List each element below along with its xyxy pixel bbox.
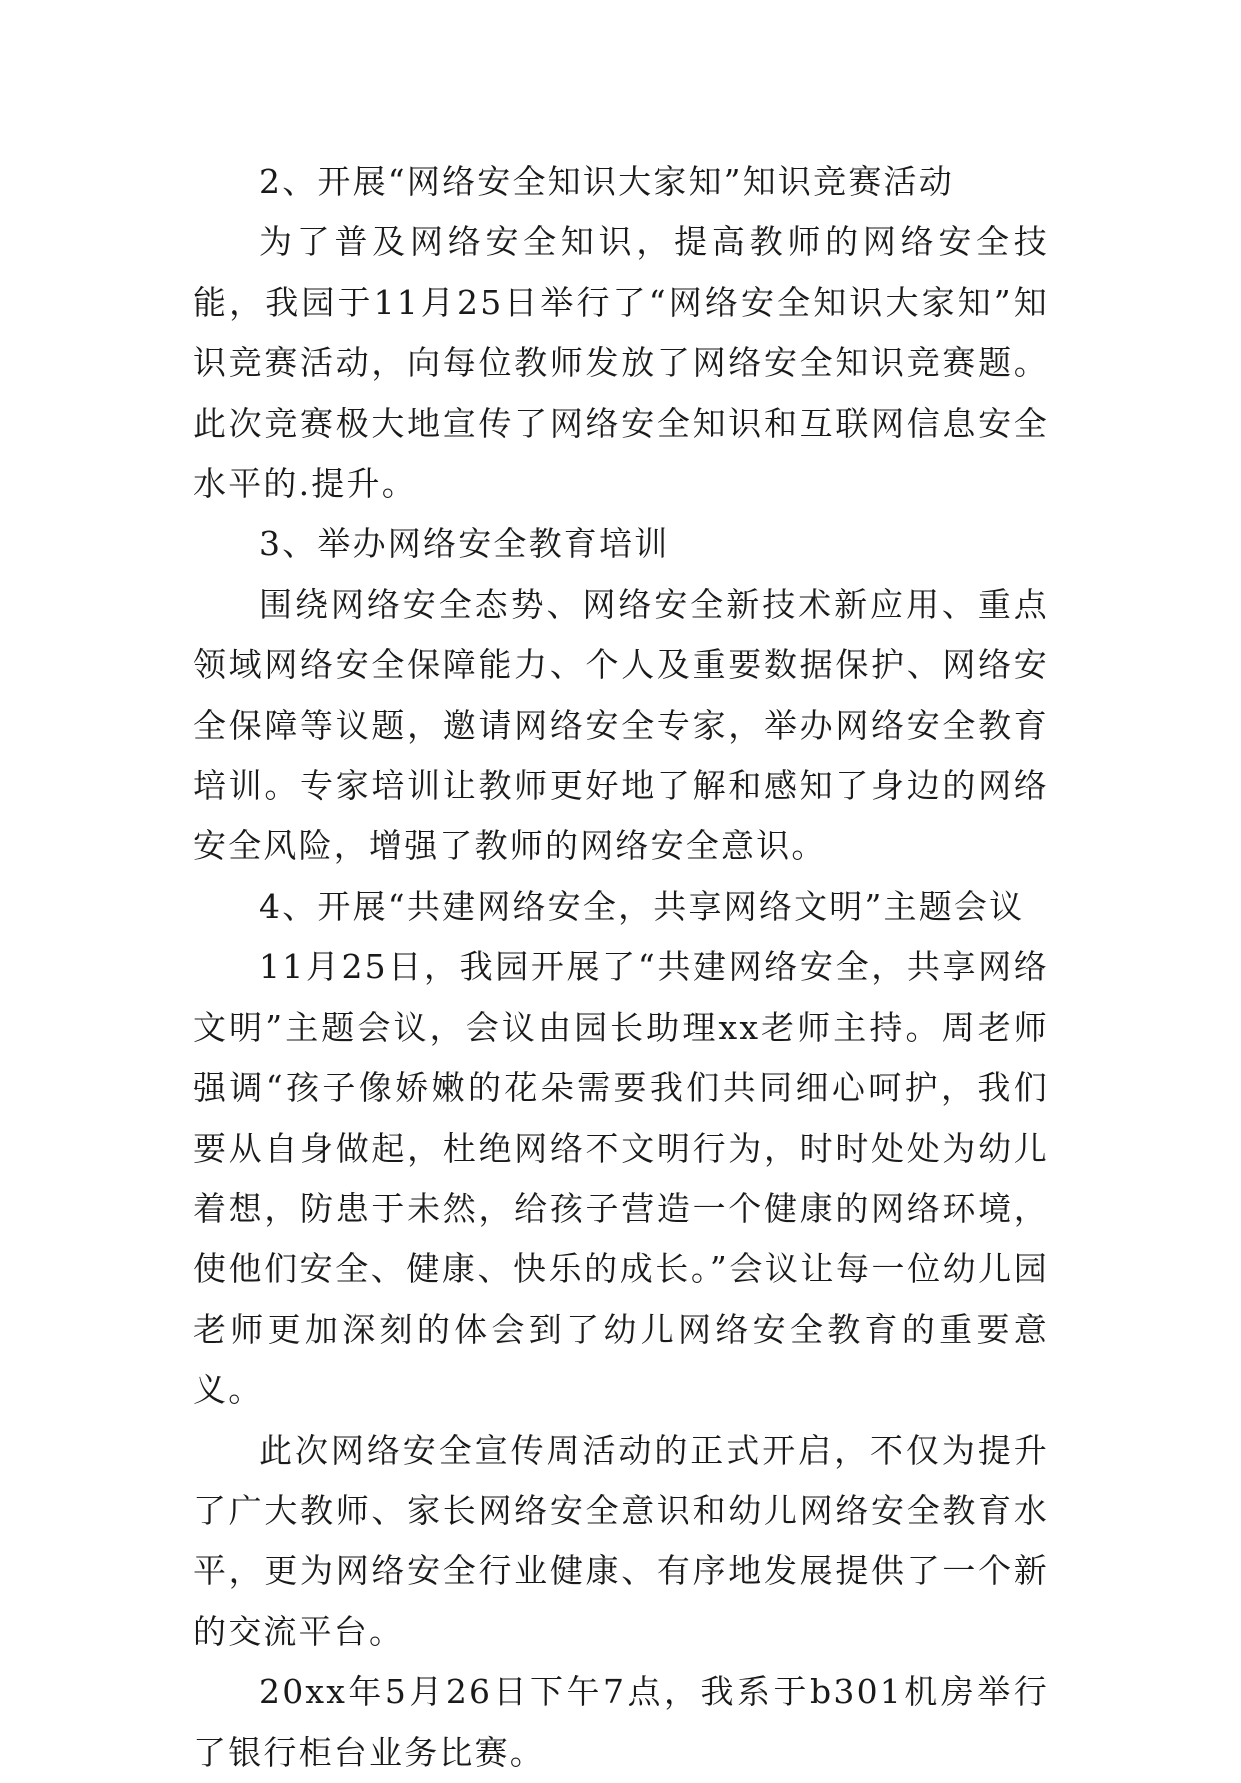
section-heading-training: 3、举办网络安全教育培训 — [259, 524, 670, 564]
paragraph-knowledge-contest: 为了普及网络安全知识，提高教师的网络安全技能，我园于11月25日举行了“网络安全知识大家知”知识竞赛活动，向每位教师发放了网络安全知识竞赛题。此次竞赛极大地宣传了网络安全知识和互联网信息安全水平的.提升。 — [193, 222, 1049, 504]
paragraph-summary: 此次网络安全宣传周活动的正式开启，不仅为提升了广大教师、家长网络安全意识和幼儿网络安全教育水平，更为网络安全行业健康、有序地发展提供了一个新的交流平台。 — [193, 1430, 1049, 1651]
paragraph-bank-contest: 20xx年5月26日下午7点，我系于b301机房举行了银行柜台业务比赛。 — [193, 1672, 1049, 1772]
section-heading-theme-meeting: 4、开展“共建网络安全，共享网络文明”主题会议 — [259, 886, 1025, 926]
paragraph-training: 围绕网络安全态势、网络安全新技术新应用、重点领域网络安全保障能力、个人及重要数据保护、网络安全保障等议题，邀请网络安全专家，举办网络安全教育培训。专家培训让教师更好地了解和感知了身边的网络安全风险，增强了教师的网络安全意识。 — [193, 584, 1049, 866]
document-body — [193, 152, 1049, 1783]
paragraph-theme-meeting: 11月25日，我园开展了“共建网络安全，共享网络文明”主题会议，会议由园长助理xx老师主持。周老师强调“孩子像娇嫩的花朵需要我们共同细心呵护，我们要从自身做起，杜绝网络不文明行为，时时处处为幼儿着想，防患于未然，给孩子营造一个健康的网络环境，使他们安全、健康、快乐的成长。”会议让每一位幼儿园老师更加深刻的体会到了幼儿网络安全教育的重要意义。 — [193, 947, 1049, 1410]
section-heading-knowledge-contest: 2、开展“网络安全知识大家知”知识竞赛活动 — [259, 162, 954, 201]
